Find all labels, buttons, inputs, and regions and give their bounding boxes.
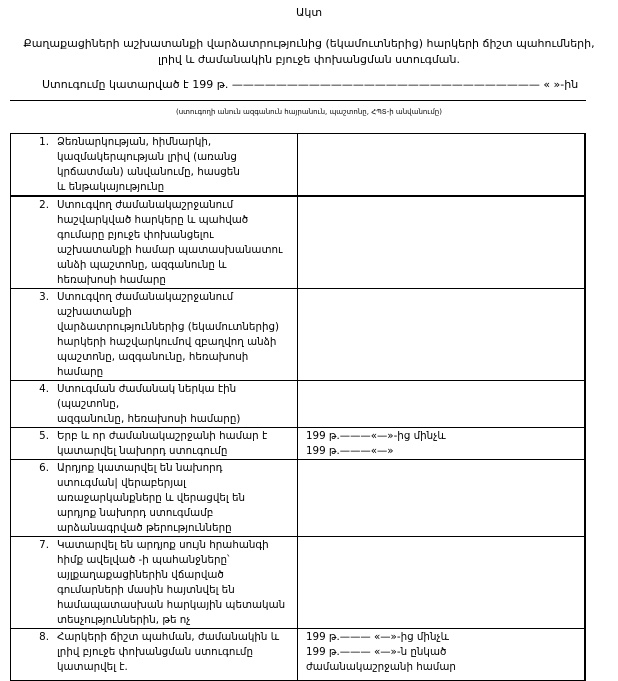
row-label-line: առաջարկանքները և վերացվել են [57,492,246,504]
table-row [11,629,586,681]
table-row [11,289,586,381]
row-number: 4. [39,383,49,395]
row-label-line: (պաշտոնը, [57,398,120,410]
document-subtitle [6,36,612,68]
row-label-line: և ենթակայությունը [57,181,165,193]
row-number: 2. [39,199,49,211]
row-label-line: Երբ և որ ժամանակաշրջանի համար է [57,430,268,442]
row-label-line: Ձեռնարկության, հիմնարկի, [57,136,212,148]
row-label-line: արդյոք նախորդ ստուգմամբ [57,507,214,519]
row-label-cell [11,460,298,537]
row-label-cell [11,134,298,197]
row-label-line: աշխատանքի համար պատասխանատու [57,244,283,256]
subtitle-line: լրիվ և ժամանակին բյուջե փոխանցման ստուգման. [158,53,460,66]
row-label-line: Կատարվել են արդյոք սույն հրահանգի [57,539,269,551]
row-label-line: կազմակերպության լրիվ (առանց [57,151,237,163]
row-label-line: կրճատման) անվանումը, հասցեն [57,166,240,178]
row-label [57,630,279,675]
row-number: 8. [39,631,49,643]
row-label-line: համապատասխան հարկային պետական [57,599,286,611]
row-label-line: տեսչություններին, թե ոչ [57,614,191,626]
row-label-line: անձի պաշտոնը, ազգանունը և [57,259,227,271]
row-label-line: ազգանունը, հեռախոսի համարը) [57,413,241,425]
row-label-cell [11,196,298,289]
row-label-line: հաշվարկված հարկերը և պահված [57,214,249,226]
inspector-blank-line [10,100,586,101]
row-label-line: լրիվ բյուջե փոխանցման ստուգումը [57,646,253,658]
row-label-line: հարկերի հաշվարկումով զբաղվող անձի [57,336,277,348]
row-label-cell [11,428,298,460]
row-label [57,198,282,288]
row-value-cell[interactable] [298,134,586,197]
document-title: Ակտ [295,6,323,19]
row-label-cell [11,381,298,428]
inspector-caption: (ստուգողի անուն ազգանուն հայրանուն, պաշտոնը, ՀՊՏ-ի անվանումը) [176,108,442,116]
row-label-cell [11,537,298,629]
row-label [57,290,279,380]
table-row [11,460,586,537]
row-number: 3. [39,291,49,303]
row-label [57,382,240,427]
table-row [11,537,586,629]
act-table [10,133,586,681]
row-value-cell[interactable] [298,289,586,381]
row-value-line: 199 թ.——— «—»-ից մինչև [306,631,449,643]
table-row [11,381,586,428]
row-label-line: հեռախոսի համարը [57,274,166,286]
row-label-line: Հարկերի ճիշտ պահման, ժամանակին և [57,631,280,643]
row-label-line: ստուգման| վերաբերյալ [57,477,186,489]
row-label-line: Ստուգվող ժամանակաշրջանում [57,199,234,211]
row-value-line: 199 թ.——— «—»-ն ընկած [306,646,447,658]
table-row [11,196,586,289]
row-label-line: այլքաղաքացիներին վճարված [57,569,224,581]
row-label-line: Ստուգվող ժամանակաշրջանում [57,291,234,303]
row-label-line: արձանագրված թերությունները [57,522,232,534]
subtitle-line: Քաղաքացիների աշխատանքի վարձատրությունից (եկամուտներից) հարկերի ճիշտ պահումների, [23,37,595,50]
table-row [11,428,586,460]
row-label-line: կատարվել է. [57,661,128,673]
row-label-cell [11,289,298,381]
row-label-line: գումարը բյուջե փոխանցելու [57,229,214,241]
row-value-cell[interactable] [298,460,586,537]
row-label [57,429,267,459]
row-number: 6. [39,462,49,474]
row-label-line: աշխատանքի [57,306,132,318]
row-value-line: ժամանակաշրջանի համար [306,661,456,673]
row-value-line: 199 թ.———«—»-ից մինչև [306,430,446,442]
row-number: 1. [39,136,49,148]
row-label-line: Ստուգման ժամանակ ներկա էին [57,383,237,395]
row-value-cell[interactable] [298,428,586,460]
row-label-line: վարձատրություններից (եկամուտներից) [57,321,280,333]
row-number: 7. [39,539,49,551]
row-value-cell[interactable] [298,537,586,629]
row-label-line: համարը [57,366,104,378]
table-row [11,134,586,197]
row-value-line: 199 թ.———«—» [306,445,394,457]
row-value-cell[interactable] [298,196,586,289]
row-label-cell [11,629,298,681]
row-number: 5. [39,430,49,442]
row-label-line: հիմք ավելված -ի պահանջները՝ [57,554,230,566]
row-value-cell[interactable] [298,629,586,681]
row-label-line: Արդյոք կատարվել են նախորդ [57,462,223,474]
inspection-date-line: Ստուգումը կատարված է 199 թ. ———————————————————————————— « »-ին [42,78,579,91]
row-label [57,461,245,536]
row-label-line: գումարների մասին հայտնվել են [57,584,235,596]
row-label-line: կատարվել նախորդ ստուգումը [57,445,228,457]
row-value-cell[interactable] [298,381,586,428]
row-label-line: պաշտոնը, ազգանունը, հեռախոսի [57,351,249,363]
row-label [57,135,240,195]
row-label [57,538,285,628]
